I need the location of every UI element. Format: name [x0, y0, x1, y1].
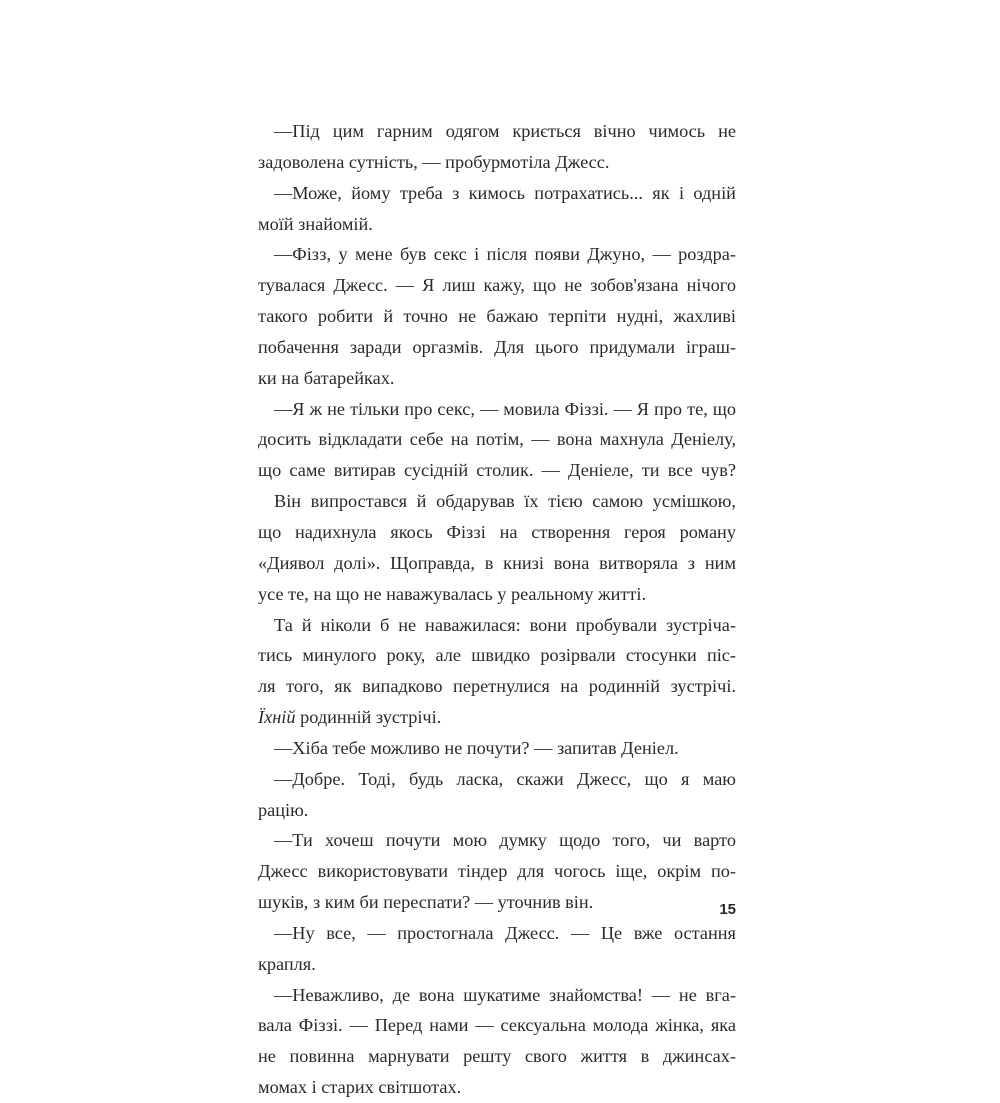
text-line-content: побачення заради оргазмів. Для цього придумали іграш-: [258, 336, 737, 357]
text-line: [258, 332, 736, 363]
text-line: [258, 394, 736, 425]
text-line-content: Джесс використовувати тіндер для чогось іще, окрім по-: [258, 861, 736, 882]
text-line-content: момах і старих світшотах.: [258, 1077, 462, 1098]
text-line: [258, 209, 736, 240]
text-line-content: «Диявол долі». Щоправда, в книзі вона витворяла з ним: [258, 552, 736, 573]
text-line: [258, 764, 736, 795]
text-line: [258, 640, 736, 671]
text-line: [258, 363, 736, 394]
text-line-rest: родинній зустрічі.: [295, 707, 442, 728]
text-line-content: —Може, йому треба з кимось потрахатись... як і одній: [274, 182, 736, 203]
text-line-content: —Ну все, — простогнала Джесс. — Це вже остання: [274, 922, 736, 943]
text-line: [258, 733, 736, 764]
text-line: [258, 455, 736, 486]
text-line: [258, 1010, 736, 1041]
page-number: 15: [719, 901, 736, 918]
text-line: [258, 486, 736, 517]
text-line: [258, 795, 736, 826]
text-line: [258, 579, 736, 610]
text-line-content: задоволена сутність, — пробурмотіла Джесс.: [258, 151, 610, 172]
text-line-content: Він випростався й обдарував їх тією самою усмішкою,: [274, 491, 736, 512]
text-line: [258, 856, 736, 887]
text-line: [258, 1072, 736, 1103]
text-line: [258, 517, 736, 548]
italic-emphasis: Їхній: [258, 707, 296, 728]
text-line: [258, 147, 736, 178]
text-line: [258, 178, 736, 209]
body-text: [258, 116, 736, 1103]
text-line-content: [258, 702, 441, 733]
text-line-content: —Я ж не тільки про секс, — мовила Фіззі. — Я про те, що: [274, 398, 736, 419]
text-line-content: вала Фіззі. — Перед нами — сексуальна молода жінка, яка: [258, 1015, 737, 1036]
text-line: [258, 270, 736, 301]
text-line: [258, 1041, 736, 1072]
text-line: [258, 116, 736, 147]
text-line: [258, 825, 736, 856]
text-line: [258, 301, 736, 332]
text-line: [258, 949, 736, 980]
text-line-content: досить відкладати себе на потім, — вона махнула Деніелу,: [258, 429, 737, 450]
text-line-content: шуків, з ким би переспати? — уточнив він.: [258, 892, 594, 913]
text-line-content: —Під цим гарним одягом криється вічно чимось не: [274, 121, 736, 141]
text-line-content: що надихнула якось Фіззі на створення героя роману: [258, 521, 736, 542]
text-line: [258, 980, 736, 1011]
text-line-content: моїй знайомій.: [258, 213, 373, 234]
text-line-content: рацію.: [258, 799, 309, 820]
text-line-content: тись минулого року, але швидко розірвали стосунки піс-: [258, 645, 737, 666]
text-line: [258, 239, 736, 270]
text-line-content: не повинна марнувати решту свого життя в джинсах-: [258, 1046, 737, 1067]
text-line-content: —Добре. Тоді, будь ласка, скажи Джесс, що я маю: [274, 768, 736, 789]
text-line-content: —Ти хочеш почути мою думку щодо того, чи варто: [274, 830, 736, 851]
text-line-content: —Хіба тебе можливо не почути? — запитав Деніел.: [274, 737, 679, 758]
text-line-content: ля того, як випадково перетнулися на родинній зустрічі.: [258, 676, 736, 697]
text-line-content: —Фізз, у мене був секс і після появи Джуно, — роздра-: [274, 244, 736, 265]
text-line-content: тувалася Джесс. — Я лиш кажу, що не зобов'язана нічого: [258, 275, 736, 296]
text-line: [258, 918, 736, 949]
text-line-content: такого робити й точно не бажаю терпіти нудні, жахливі: [258, 306, 736, 327]
text-line: [258, 424, 736, 455]
text-line: [258, 671, 736, 702]
text-line-content: що саме витирав сусідній столик. — Деніеле, ти все чув?: [258, 460, 736, 481]
text-line-content: крапля.: [258, 953, 316, 974]
text-line-content: ки на батарейках.: [258, 367, 395, 388]
text-line-content: —Неважливо, де вона шукатиме знайомства! — не вга-: [274, 984, 736, 1005]
text-line: [258, 887, 736, 918]
text-line: [258, 610, 736, 641]
text-line: [258, 702, 736, 733]
text-line-content: Та й ніколи б не наважилася: вони пробували зустріча-: [274, 614, 736, 635]
text-line: [258, 548, 736, 579]
text-line-content: усе те, на що не наважувалась у реальному житті.: [258, 583, 647, 604]
